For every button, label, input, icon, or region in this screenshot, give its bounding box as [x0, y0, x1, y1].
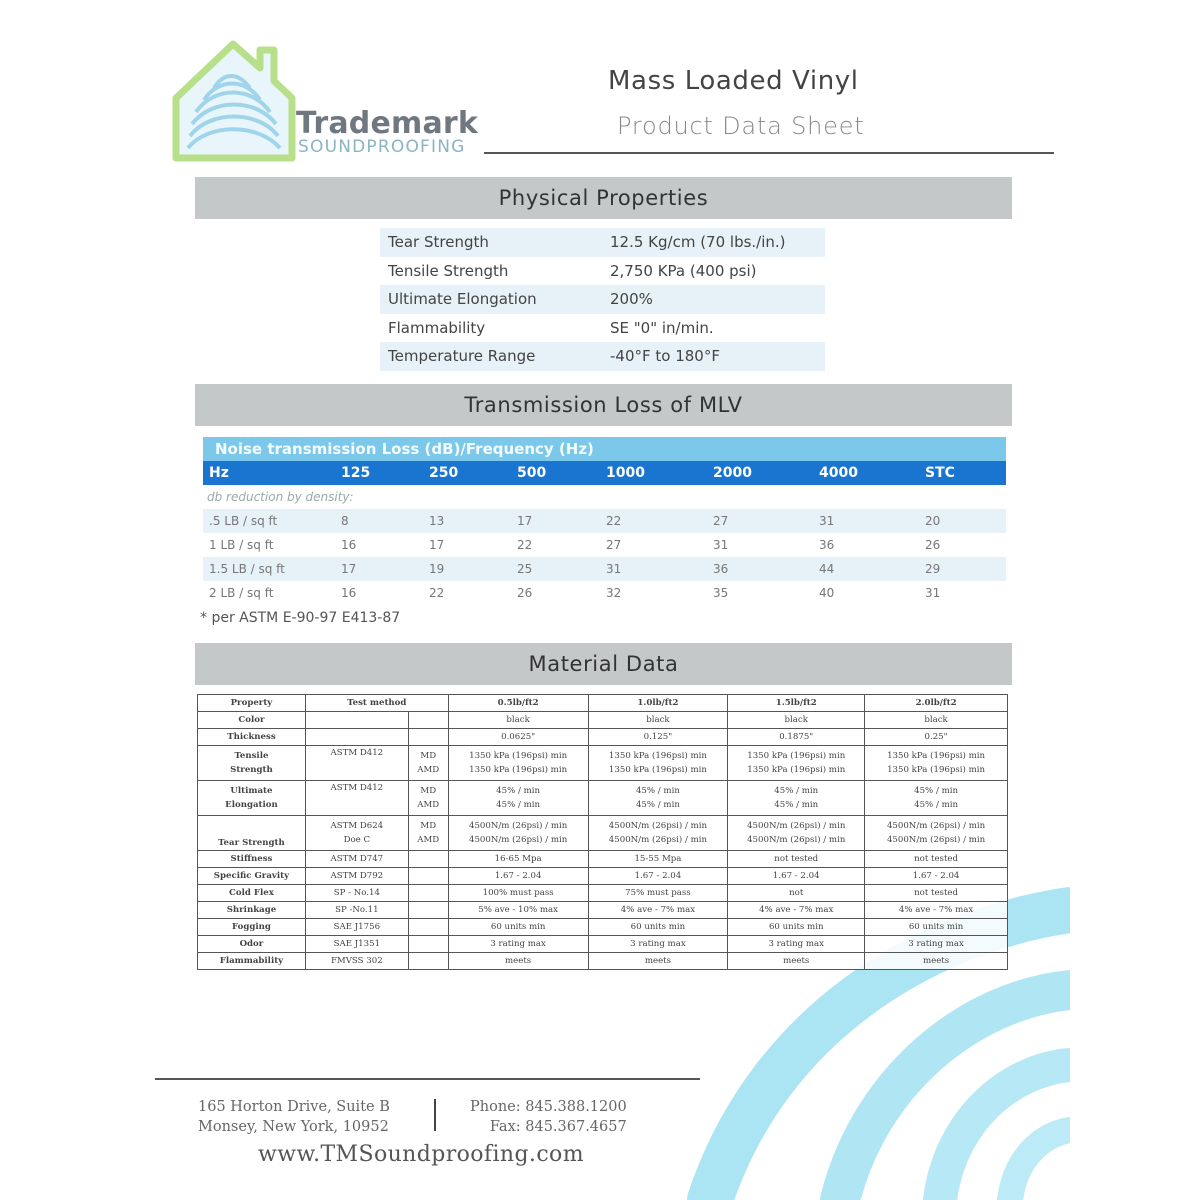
cell	[448, 781, 588, 816]
cell	[408, 781, 448, 816]
header-cell: 1.5lb/ft2	[728, 695, 865, 712]
value: 4500N/m (26psi) / min	[747, 835, 846, 845]
logo-subtitle: SOUNDPROOFING	[298, 137, 466, 157]
value: 45% / min	[496, 786, 541, 796]
cell: 16	[341, 538, 357, 552]
cell: 75% must pass	[588, 885, 728, 902]
table-row	[198, 781, 1008, 816]
value: 45% / min	[496, 800, 541, 810]
density-label: 1.5 LB / sq ft	[209, 562, 285, 576]
density-label: 1 LB / sq ft	[209, 538, 274, 552]
property-label	[198, 781, 306, 816]
cell: 27	[713, 514, 729, 528]
transmission-note: db reduction by density:	[207, 490, 354, 504]
website-link[interactable]: www.TMSoundproofing.com	[258, 1142, 584, 1167]
property-value: 200%	[610, 290, 653, 309]
column-header: 500	[517, 465, 547, 481]
cell: 17	[517, 514, 533, 528]
cell	[865, 781, 1008, 816]
property-label: Cold Flex	[198, 885, 306, 902]
cell: FMVSS 302	[305, 953, 408, 970]
table-row	[198, 746, 1008, 781]
table-row	[380, 228, 825, 257]
header-cell: Property	[198, 695, 306, 712]
cell: 27	[606, 538, 622, 552]
value: 1350 kPa (196psi) min	[608, 751, 707, 761]
cell: ASTM D792	[305, 868, 408, 885]
label-line: Tensile	[234, 751, 269, 761]
cell	[728, 781, 865, 816]
cell	[588, 781, 728, 816]
value: 4500N/m (26psi) / min	[886, 835, 986, 845]
column-header: 2000	[713, 465, 752, 481]
cell: 40	[819, 586, 835, 600]
cell	[408, 953, 448, 970]
value: 4500N/m (26psi) / min	[608, 821, 708, 831]
property-label: Tensile Strength	[388, 261, 509, 280]
cell: 16	[341, 586, 357, 600]
physical-properties-table	[380, 228, 825, 371]
table-row	[380, 285, 825, 314]
cell: 100% must pass	[448, 885, 588, 902]
cell: 0.0625"	[448, 729, 588, 746]
cell: 60 units min	[728, 919, 865, 936]
fax-number: Fax: 845.367.4657	[489, 1119, 627, 1135]
column-header: 125	[341, 465, 371, 481]
transmission-table-title: Noise transmission Loss (dB)/Frequency (Hz)	[203, 437, 1006, 461]
cell	[408, 885, 448, 902]
table-row	[198, 885, 1008, 902]
cell: 31	[713, 538, 729, 552]
cell	[865, 816, 1008, 851]
table-row	[203, 509, 1006, 533]
property-label: Shrinkage	[198, 902, 306, 919]
cell: 22	[517, 538, 533, 552]
cell: 60 units min	[588, 919, 728, 936]
header-cell: 0.5lb/ft2	[448, 695, 588, 712]
property-label: Tear Strength	[198, 816, 306, 851]
value: 45% / min	[774, 800, 819, 810]
property-label: Color	[198, 712, 306, 729]
cell: 0.125"	[588, 729, 728, 746]
table-row	[203, 557, 1006, 581]
property-value: SE "0" in/min.	[610, 318, 714, 337]
cell: 36	[819, 538, 835, 552]
header-cell: Test method	[305, 695, 448, 712]
cell	[408, 712, 448, 729]
property-label: Stiffness	[198, 851, 306, 868]
direction: AMD	[417, 765, 440, 775]
address-line: 165 Horton Drive, Suite B	[198, 1099, 390, 1115]
transmission-loss-heading: Transmission Loss of MLV	[195, 384, 1012, 426]
cell	[305, 712, 408, 729]
table-row	[203, 533, 1006, 557]
method: ASTM D624	[330, 821, 384, 831]
value: 45% / min	[635, 786, 680, 796]
table-row	[198, 816, 1008, 851]
cell: 29	[925, 562, 941, 576]
method: Doe C	[343, 835, 371, 845]
cell: 19	[429, 562, 445, 576]
value: 1350 kPa (196psi) min	[887, 765, 986, 775]
cell	[305, 816, 408, 851]
property-label: Odor	[198, 936, 306, 953]
cell: 13	[429, 514, 445, 528]
footer-separator	[434, 1099, 436, 1131]
cell: 26	[925, 538, 941, 552]
table-row	[198, 902, 1008, 919]
cell: 1.67 - 2.04	[588, 868, 728, 885]
cell: SAE J1756	[305, 919, 408, 936]
value: 45% / min	[774, 786, 819, 796]
cell: 31	[925, 586, 941, 600]
property-value: -40°F to 180°F	[610, 347, 720, 366]
cell	[408, 936, 448, 953]
value: 45% / min	[914, 786, 959, 796]
property-label: Fogging	[198, 919, 306, 936]
astm-footnote: * per ASTM E-90-97 E413-87	[200, 610, 401, 626]
cell: black	[448, 712, 588, 729]
cell: 17	[429, 538, 445, 552]
cell: 17	[341, 562, 357, 576]
value: 4500N/m (26psi) / min	[469, 835, 568, 845]
footer-divider	[155, 1078, 700, 1080]
header-divider	[484, 152, 1054, 154]
property-value: 2,750 KPa (400 psi)	[610, 261, 757, 280]
table-row	[203, 581, 1006, 605]
table-row	[198, 953, 1008, 970]
property-label: Thickness	[198, 729, 306, 746]
cell: SP - No.14	[305, 885, 408, 902]
cell: 36	[713, 562, 729, 576]
cell: 3 rating max	[865, 936, 1008, 953]
material-data-heading: Material Data	[195, 643, 1012, 685]
table-row	[380, 257, 825, 286]
header-cell: 1.0lb/ft2	[588, 695, 728, 712]
direction: AMD	[417, 800, 440, 810]
phone-number: Phone: 845.388.1200	[470, 1099, 627, 1115]
cell	[408, 851, 448, 868]
transmission-column-header	[203, 461, 1006, 485]
property-value: 12.5 Kg/cm (70 lbs./in.)	[610, 233, 786, 252]
value: 1350 kPa (196psi) min	[747, 765, 846, 775]
direction: MD	[420, 821, 437, 831]
property-label: Temperature Range	[388, 347, 536, 366]
table-row	[198, 712, 1008, 729]
table-header-row	[198, 695, 1008, 712]
cell: ASTM D747	[305, 851, 408, 868]
cell	[728, 816, 865, 851]
value: 1350 kPa (196psi) min	[469, 765, 568, 775]
cell: SAE J1351	[305, 936, 408, 953]
cell: 31	[606, 562, 622, 576]
cell: 44	[819, 562, 835, 576]
cell	[408, 902, 448, 919]
direction: MD	[420, 786, 437, 796]
table-row	[198, 868, 1008, 885]
cell: meets	[588, 953, 728, 970]
value: 45% / min	[635, 800, 680, 810]
column-header: STC	[925, 465, 955, 481]
cell: not tested	[865, 851, 1008, 868]
cell	[408, 868, 448, 885]
density-label: .5 LB / sq ft	[209, 514, 278, 528]
cell: 22	[429, 586, 445, 600]
cell: 4% ave - 7% max	[588, 902, 728, 919]
table-row	[198, 919, 1008, 936]
cell	[448, 816, 588, 851]
property-label: Tear Strength	[388, 233, 489, 252]
value: 1350 kPa (196psi) min	[747, 751, 846, 761]
cell	[408, 816, 448, 851]
header-cell: 2.0lb/ft2	[865, 695, 1008, 712]
cell	[448, 746, 588, 781]
property-label: Flammability	[198, 953, 306, 970]
cell: 3 rating max	[448, 936, 588, 953]
document-subtitle: Product Data Sheet	[617, 112, 865, 140]
table-row	[198, 851, 1008, 868]
footer-address	[198, 1097, 390, 1137]
column-header: 250	[429, 465, 459, 481]
cell: meets	[728, 953, 865, 970]
cell: 22	[606, 514, 622, 528]
cell: 25	[517, 562, 533, 576]
cell: 15-55 Mpa	[588, 851, 728, 868]
address-line: Monsey, New York, 10952	[198, 1119, 389, 1135]
cell: not tested	[728, 851, 865, 868]
cell	[408, 919, 448, 936]
cell: ASTM D412	[305, 781, 408, 816]
cell: 3 rating max	[728, 936, 865, 953]
cell	[865, 746, 1008, 781]
label-line: Ultimate	[230, 786, 273, 796]
cell	[408, 746, 448, 781]
property-label: Specific Gravity	[198, 868, 306, 885]
cell	[408, 729, 448, 746]
value: 4500N/m (26psi) / min	[469, 821, 568, 831]
material-data-table	[197, 694, 1008, 970]
table-row	[198, 936, 1008, 953]
cell: 0.25"	[865, 729, 1008, 746]
document-title: Mass Loaded Vinyl	[608, 66, 859, 96]
table-row	[380, 342, 825, 371]
value: 4500N/m (26psi) / min	[747, 821, 846, 831]
cell: 1.67 - 2.04	[728, 868, 865, 885]
cell: 5% ave - 10% max	[448, 902, 588, 919]
table-row	[380, 314, 825, 343]
cell: 4% ave - 7% max	[865, 902, 1008, 919]
physical-properties-heading: Physical Properties	[195, 177, 1012, 219]
value: 1350 kPa (196psi) min	[887, 751, 986, 761]
cell	[728, 746, 865, 781]
column-header: 1000	[606, 465, 645, 481]
cell: 32	[606, 586, 622, 600]
footer-contact	[470, 1097, 627, 1137]
density-label: 2 LB / sq ft	[209, 586, 274, 600]
cell	[588, 746, 728, 781]
cell: 0.1875"	[728, 729, 865, 746]
value: 1350 kPa (196psi) min	[608, 765, 707, 775]
column-header: 4000	[819, 465, 858, 481]
cell: 8	[341, 514, 349, 528]
cell: not tested	[865, 885, 1008, 902]
cell: 35	[713, 586, 729, 600]
cell: not	[728, 885, 865, 902]
label-line: Elongation	[225, 800, 278, 810]
property-label: Ultimate Elongation	[388, 290, 537, 309]
value: 45% / min	[914, 800, 959, 810]
cell: black	[588, 712, 728, 729]
value: 4500N/m (26psi) / min	[886, 821, 986, 831]
label-line: Strength	[230, 765, 273, 775]
cell: 60 units min	[865, 919, 1008, 936]
cell	[588, 816, 728, 851]
cell: SP -No.11	[305, 902, 408, 919]
direction: AMD	[417, 835, 440, 845]
value: 4500N/m (26psi) / min	[608, 835, 708, 845]
table-row	[198, 729, 1008, 746]
logo-wordmark: Trademark	[296, 106, 479, 141]
cell: ASTM D412	[305, 746, 408, 781]
cell: 20	[925, 514, 941, 528]
cell: 1.67 - 2.04	[865, 868, 1008, 885]
cell: 3 rating max	[588, 936, 728, 953]
cell: black	[728, 712, 865, 729]
property-label: Flammability	[388, 318, 486, 337]
cell: 1.67 - 2.04	[448, 868, 588, 885]
value: 1350 kPa (196psi) min	[469, 751, 568, 761]
cell: 4% ave - 7% max	[728, 902, 865, 919]
cell: 26	[517, 586, 533, 600]
column-header: Hz	[209, 465, 229, 481]
cell	[305, 729, 408, 746]
cell: 60 units min	[448, 919, 588, 936]
cell: black	[865, 712, 1008, 729]
cell: meets	[865, 953, 1008, 970]
property-label	[198, 746, 306, 781]
direction: MD	[420, 751, 437, 761]
cell: 16-65 Mpa	[448, 851, 588, 868]
cell: meets	[448, 953, 588, 970]
cell: 31	[819, 514, 835, 528]
